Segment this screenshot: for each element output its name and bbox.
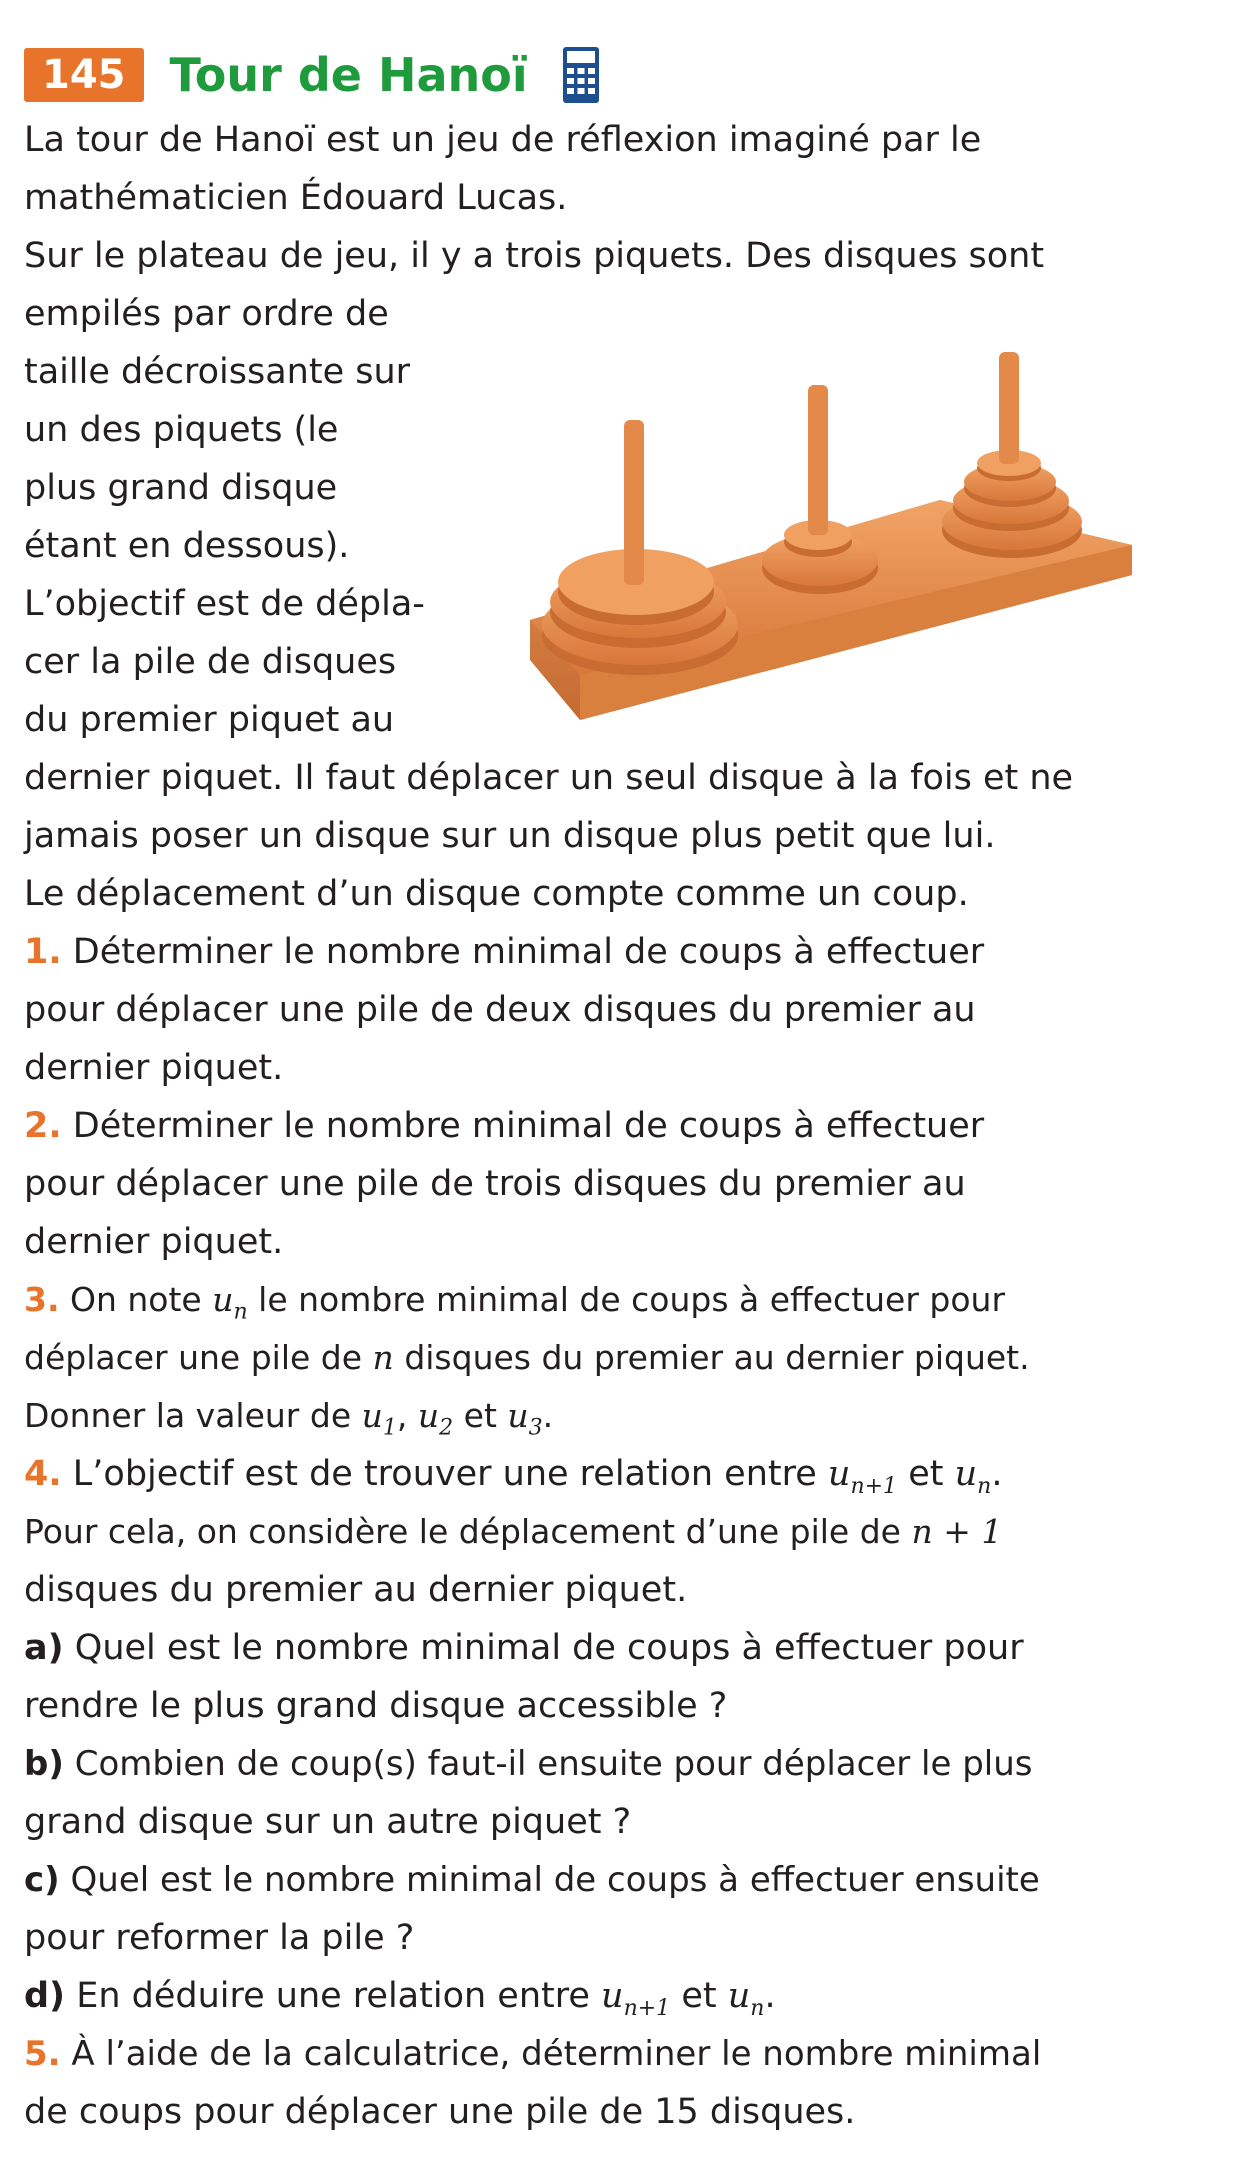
word-et: et [463,1396,497,1435]
intro-line-9: L’objectif est de dépla- [24,584,425,624]
intro-line-2: mathématicien Édouard Lucas. [24,178,568,218]
part-c-label: c) [24,1860,60,1900]
question-2-number: 2. [24,1106,62,1146]
question-2-line-3: dernier piquet. [24,1222,284,1262]
subscript-1: 1 [382,1415,397,1441]
question-2-line-1 [24,1098,984,1154]
question-2-line-2: pour déplacer une pile de trois disques du premier au [24,1164,966,1204]
question-3-number: 3. [24,1280,60,1319]
question-4-number: 4. [24,1454,62,1494]
var-u-np1: u [601,1976,624,2016]
question-5-line-1 [24,2026,1041,2082]
question-2-text: Déterminer le nombre minimal de coups à effectuer [72,1106,985,1146]
intro-line-5: taille décroissante sur [24,352,411,392]
question-5-text: À l’aide de la calculatrice, déterminer le nombre minimal [71,2034,1042,2074]
part-d-text: En déduire une relation entre [76,1976,590,2016]
question-3-text-c: déplacer une pile de [24,1338,363,1377]
exercise-title: Tour de Hanoï [169,48,528,102]
question-3-text-b: le nombre minimal de coups à effectuer pour [258,1280,1006,1319]
var-u3: u [507,1396,529,1435]
subscript-3: 3 [528,1415,543,1441]
question-3-text-e: Donner la valeur de [24,1396,352,1435]
comma: , [396,1396,408,1435]
question-1-line-2: pour déplacer une pile de deux disques du premier au [24,990,976,1030]
part-c-text: Quel est le nombre minimal de coups à effectuer ensuite [70,1860,1040,1900]
var-u-n: u [954,1454,978,1494]
question-4b-line-2: grand disque sur un autre piquet ? [24,1802,632,1842]
var-u1: u [361,1396,383,1435]
intro-line-3: Sur le plateau de jeu, il y a trois piquets. Des disques sont [24,236,1045,276]
question-5-line-2: de coups pour déplacer une pile de 15 disques. [24,2092,856,2132]
part-a-text: Quel est le nombre minimal de coups à effectuer pour [74,1628,1024,1668]
calculator-icon [562,46,600,104]
intro-line-8: étant en dessous). [24,526,350,566]
word-et: et [908,1454,944,1494]
word-et: et [681,1976,717,2016]
expr-n-plus-1: n + 1 [911,1512,1003,1551]
question-4c-line-1 [24,1852,1040,1908]
period: . [542,1396,554,1435]
question-3-text-d: disques du premier au dernier piquet. [404,1338,1030,1377]
var-u-n: u [727,1976,751,2016]
question-3-text-a: On note [70,1280,202,1319]
intro-line-7: plus grand disque [24,468,338,508]
question-1-number: 1. [24,932,62,972]
var-u2: u [417,1396,440,1435]
subscript-n: n [750,1996,765,2021]
var-u: u [212,1280,234,1319]
var-u-np1: u [827,1454,851,1494]
intro-line-4: empilés par ordre de [24,294,389,334]
var-n: n [372,1338,394,1377]
part-a-label: a) [24,1628,64,1668]
question-4c-line-2: pour reformer la pile ? [24,1918,415,1958]
part-b-label: b) [24,1744,64,1784]
intro-line-14: Le déplacement d’un disque compte comme un coup. [24,874,969,914]
tower-of-hanoi-photo [520,330,1140,730]
intro-line-13: jamais poser un disque sur un disque plus petit que lui. [24,816,996,856]
subscript-n-plus-1: n+1 [623,1996,671,2021]
intro-line-1: La tour de Hanoï est un jeu de réflexion imaginé par le [24,120,982,160]
question-1-line-3: dernier piquet. [24,1048,284,1088]
question-4-line-2 [24,1504,1002,1560]
question-4b-line-1 [24,1736,1032,1792]
question-3-line-2 [24,1330,1030,1386]
exercise-number-badge: 145 [24,48,144,102]
subscript-2: 2 [439,1415,454,1441]
intro-line-6: un des piquets (le [24,410,339,450]
intro-line-11: du premier piquet au [24,700,395,740]
question-1-text: Déterminer le nombre minimal de coups à effectuer [72,932,985,972]
question-5-number: 5. [24,2034,61,2074]
subscript-n: n [233,1299,248,1325]
question-4-text-b: Pour cela, on considère le déplacement d’une pile de [24,1512,901,1551]
question-4-text-a: L’objectif est de trouver une relation entre [72,1454,817,1494]
part-d-label: d) [24,1976,66,2016]
period: . [764,1976,776,2016]
intro-line-12: dernier piquet. Il faut déplacer un seul disque à la fois et ne [24,758,1074,798]
question-4-line-3: disques du premier au dernier piquet. [24,1570,688,1610]
question-4a-line-1 [24,1620,1024,1676]
question-1-line-1 [24,924,984,980]
part-b-text: Combien de coup(s) faut-il ensuite pour déplacer le plus [74,1744,1033,1784]
intro-line-10: cer la pile de disques [24,642,397,682]
question-4a-line-2: rendre le plus grand disque accessible ? [24,1686,728,1726]
exercise-header [24,44,600,106]
period: . [991,1454,1003,1494]
subscript-n: n [977,1474,992,1499]
subscript-n-plus-1: n+1 [850,1474,898,1499]
